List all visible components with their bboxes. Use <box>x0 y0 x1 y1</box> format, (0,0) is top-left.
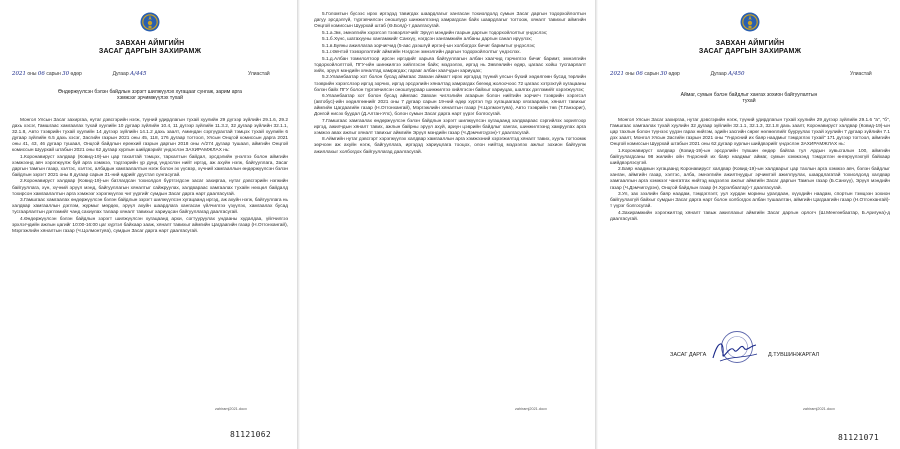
date-day-label: өдөр <box>668 71 680 77</box>
date-year: 2021 <box>12 71 26 77</box>
paragraph: 5.2.Улаанбаатар хот болон бусад аймгаас Завхан аймагт ирэх иргэдэд түүний улсын бүхий хөдөлгөөн бусад төрлийн тээврийн хэрэгслээр иргэд зорчих, иргэд эрсдэлийн хяналтад хамрагдах бөгөөд жолоочоос 72 цагаас хэтрэхгүй хугацааны бэлэн байх ПГУ болон түргэвчилсэн оношлуураар шинжилгээ хийлгэсэн байхыг хариуцах, шалгах дэглэмийг хэрэгжүүлэх; <box>314 75 586 93</box>
paragraph: 5.1.б.Хүнс, шатахууны хангамжийг Санхүү, нэгдсэн хангамжийн албаны даргын санал ирүүлэх; <box>322 37 533 43</box>
paragraph: 2.Коронавируст халдвар (Ковид-19)-ын батлагдсан тохиолдол бүртгэгдсэн засаг захиргаа, нутаг дэвсгэрийн нэгжийн байгууллага, хүн, хүчний эрүүл мэнд, байгууллагын хяналтыг сайжруулах, халдвараас хамгаалах тухайн нөхцөл байдалд тохирсон хамгаалалтын арга хэмжээг хэрэгжүүлэх чиг үүргийг сумдын Засаг дарга нарт даалгасугай. <box>12 179 288 197</box>
paragraph: 5.1.г.Өвчтэй тээвэрлэлтийг аймгийн Нэгдсэн эмнэлгийн даргын тодорхойлолтыг үндэслэх. <box>322 50 521 56</box>
signatory-name: Д.ТУВШИНЖАРГАЛ <box>768 352 820 358</box>
paragraph: 6.Улаанбаатар хот болон бусад аймгаас Завхан чиглэлийн агаарын болон нийтийн зорчигч тээврийн хэрэгсэл (автобус)-ийн хөдөлгөөнийг 2021 оны 7 дугаар сарын 19-ний өдөр хүртэл түр хугацаагаар хязгаарлаж, хяналт тавихыг аймгийн Цагдаагийн газар (Н.Отгонхангай), Мэргэжлийн хяналтын газар (Ч.Цолмонтуяа), Авто тээврийн төв (Т.Ганзориг), Донгой нисэх буудал (Д.Алтан-Улс), болон сумын Засаг дарга нарт үүрэг болгосугай. <box>314 94 586 118</box>
org-title-line1: ЗАВХАН АЙМГИЙН <box>115 40 185 47</box>
date-year-label: оны <box>625 71 635 77</box>
date-month: 06 <box>635 71 643 77</box>
place-name: Улиастай <box>850 71 872 77</box>
paragraph: 5.1.д.Албан томилолтоор ирсэн иргэдийг харьяа байгууллагын албан хаагчид гэрчилгээ бичиг баримт, эмнэлгийн тодорхойлолттой, ПГУ-ийн шинжилгээ хийлгэсэн байх; мэдээлэх, иргэд нь Зөвлөлийн өдөр, цагаас хойш тусгаарлалт хийх, эрүүл мэндийн хяналтад хамрагдах; гарааг албан хаагчдын хариуцах; <box>314 56 586 74</box>
paragraph: 7.Гамшгаас хамгаалах өндөржүүлсэн бэлэн байдлын зэрэгт шилжүүлсэн хугацаанд халдвараас сэргийлэх зорилгоор иргэд, ажилчдын хяналт тавих, ажлын байрны эрүүл ахуй, ариун цэврийн байдлыг хангах, шинжилгээнд хамруулах арга хэмжээ авах ажлыг хяналт тавихыг аймгийн Эрүүл мэндийн газар (Ч.Дэмчигсүрэн)-т даалгасугай. <box>314 118 586 136</box>
decree-subject: Аймаг, сумын бэлэн байдлыг хангах зохион байгуулалтын тухай <box>680 92 818 105</box>
state-emblem-icon <box>140 12 160 32</box>
date-day: 30 <box>660 71 668 77</box>
date-month-label: сарын <box>46 71 61 77</box>
doc-number: 81121062 <box>230 430 271 439</box>
paragraph: Монгол Улсын Засаг захиргаа, нутаг дэвсгэрийн нэгж, түүний удирдлагын тухай хуулийн 29 дүгээр зүйлийн 29.1.6, 29.2 дахь хэсэг, Гамшгаас хамгаалах тухай хуулийн 10 дугаар зүйлийн 10.4, 11 дүгээр зүйлийн 11.3.2, 32 дугаар зүйлийн 32.1.1, 32.1.8, Авто тээврийн тухай хуулийн 14 дүгээр зүйлийн 14.1.2 дахь заалт, Аминдан сэргүүрахтай тэмцэх тухай хуулийн 6 дугаар зүйлийн 6.5 дахь хэсэг, Засгийн газрын 2021 оны 45, 118, 176 дугаар тогтоол, Улсын Онцгой комиссын дарга 2021 оны 41, 43, 46 дугаар тушаал, Онцгой байдлын ерөнхий газрын даргын 2018 оны А/274 дугаар тушаал, аймгийн Онцгой комиссын Шуурхай штабын 2021 оны 62 дугаар хурлын шийдвэрийг үндэслэн ЗАХИРАМЖЛАХ нь: <box>12 118 288 154</box>
paragraph: Монгол Улсын Засаг захиргаа, нутаг дэвсгэрийн нэгж, түүний удирдлагын тухай хуулийн 29 дүгээр зүйлийн 29.1.6 "а", "б", Гамшгаас хамгаалах тухай хуулийн 32 дугаар зүйлийн 32.1.1, 32.1.3, 32.1.8 дахь заалт, Коронавируст халдвар (Ковид-19)-ын цар тахлын болон түүнээс үүдэн гарах нийгэм, эдийн засгийн сөрөг нөлөөллийг бууруулах тухай хуулийн 7 дугаар зүйлийн 7.1 дэх заалт, Монгол Улсын Засгийн газрын 2021 оны "Үндэсний их баяр наадмыг тэмдэглэх тухай" 171 дүгээр тогтоол, аймгийн Онцгой комиссын Шуурхай штабын 2021 оны 62 дугаар хурлын шийдвэрийг үндэслэн ЗАХИРАМЖЛАХ нь: <box>610 118 890 148</box>
date-month: 06 <box>37 71 45 77</box>
doc-number: 81121071 <box>838 433 879 442</box>
signature-icon <box>710 336 760 366</box>
org-title-line1: ЗАВХАН АЙМГИЙН <box>715 40 785 47</box>
date-day-label: өдөр <box>70 71 82 77</box>
decree-body <box>610 118 890 223</box>
state-emblem-icon <box>740 12 760 32</box>
signature-title: ЗАСАГ ДАРГА <box>670 352 707 358</box>
paragraph: 1.Коронавируст халдвар (Ковид-19)-ын цар тахалтай тэмцэх, тархалтын байдал, эрсдэлийн үнэлгээ болон аймгийн хэмжээнд авч хэрэгжүүлж буй арга хэмжээ, тэдгээрийн үр дүнд үндэслэн нийт иргэд, аж ахуйн нэгж, байгууллага, Засаг даргын тамгын газар, хэлтэс, хэлтэс, албадын хамгаалалтын нэгж болон эх үүсвэр, хүчний хамгааллын өндөржүүлсэн бэлэн байдлын зэрэгт 2021 оны 8 дугаар сарын 31-ний өдрийг дуустал сунгасугай. <box>12 154 288 178</box>
org-header <box>95 40 205 56</box>
date-line <box>12 71 147 77</box>
page-1 <box>0 0 300 449</box>
file-name: zahiramj2021.docx <box>803 407 835 411</box>
page-3 <box>598 0 900 449</box>
paragraph: 1.Коронавируст халдвар (Ковид-19)-ын эрсдэлийн түвшин өндөр байгаа тул Ардын хувьсгалын 100, аймгийн байгуулагдсаны 98 жилийн ойн Үндэсний их баяр наадмыг аймаг, сумын хэмжээнд тэмдэглэн өнгөрүүлэхгүй байхаар шийдвэрлэсүгэй. <box>610 148 890 166</box>
number-prefix: Дугаар <box>112 71 129 77</box>
decree-body <box>12 118 288 235</box>
place-name: Улиастай <box>248 71 270 77</box>
org-title-line2: ЗАСАГ ДАРГЫН ЗАХИРАМЖ <box>98 48 202 55</box>
date-line <box>610 71 745 77</box>
paragraph: 5.1.в.Буяны ажиллагаа зорчигчид (5-аас дээшгүй иргэн)-ын холбогдох бичиг баримтыг үндэслэх; <box>322 43 536 49</box>
decree-number: А/445 <box>130 71 147 77</box>
org-title-line2: ЗАСАГ ДАРГЫН ЗАХИРАМЖ <box>698 48 802 55</box>
file-name: zahiramj2021.docx <box>215 407 247 411</box>
paragraph: 8.Аймгийн нутаг дэвсгэрт хэрэгжүүлэх халдвар хамгааллын арга хэмжээний хэрэгжилтэд хяналт тавих, хууль тогтоомж зөрчсөн аж ахуйн нэгж, байгууллага, иргэдэд хариуцлага тооцох, олон нийтэд мэдээлэх ажлыг зохион байгуулж ажиллахыг холбогдох байгууллагад даалгасугай. <box>314 137 586 155</box>
paragraph: 2.Баяр наадмын хугацаанд Коронавируст халдвар (Ковид-19)-ын халдварыг цар тахлын арга хэмжээ авч, бэлэн байдлыг ханган, аймгийн газар, хэлтэс, алба, эмнэлгийн ажилтнуудыг эрчимтэй ажиллуулах, шаардлагатай тохиолдолд халдвар хамгааллын арга хэмжээг чангатгах нийтэд мэдээлэх ажлыг аймгийн Засаг даргын Тамгын газар (Б.Санхүү), Эрүүл мэндийн газар (Ч.Дэмчигсүрэн), Онцгой байдлын газар (Н.Хурэлбаатар)-т даалгасугай. <box>610 167 890 191</box>
paragraph: 5.1.а.Эм, эмнэлгийн хэрэгсэл тээвэрлэгчийг Эрүүл мэндийн газрын даргын тодорхойлолтыг үндэслэх; <box>322 30 548 36</box>
date-year: 2021 <box>610 71 624 77</box>
decree-body-continued <box>314 12 586 156</box>
page-2 <box>300 0 598 449</box>
org-header <box>695 40 805 56</box>
date-year-label: оны <box>27 71 37 77</box>
paragraph: 3.Гамшгаас хамгаалах өндөржүүлсэн бэлэн байдлын зэрэгт шилжүүлсэн хугацаанд иргэд, аж ахуйн нэгж, байгууллага нь халдвар хамгааллын дэглэм, журмыг мөрдөх, эрүүл ахуйн шаардлага хангасан үйлчилгээ үзүүлэх, хамгаалах бусад тусгаарлалтын дэглэмийг чанд сахиулах талаар хяналт тавихыг хариуцсан байгууллагад даалгасугай. <box>12 198 288 216</box>
decree-number: А/450 <box>728 71 745 77</box>
paragraph: 4.Өндөржүүлсэн бэлэн байдлын зэрэгт шилжүүлсэн хугацаанд архи, согтууруулах ундааны худалдаа, үйлчилгээ эрхлэгчдийн ажлын цагийг 10:00-16:00 цаг хүртэл байхаар зааж, хяналт тавихыг аймгийн Цагдаагийн газар (Н.Отгонхангай), Мэргэжлийн хяналтын газар (Ч.Цолмонтуяа), сумдын Засаг дарга нарт даалгасугай. <box>12 216 288 234</box>
paragraph: 3.Ул, зах зээлийн баяр наадам, тэмдэглэлт, уул хурдан морины уралдаан, хүүхдийн наадам, спортын тэмцээн зохион байгуулахгүй байхыг сумдын Засаг дарга нарт болон холбогдох албан тушаалтан, аймгийн Цагдаагийн газар (Н.Отгонхангай)-т үүрэг болгосугай. <box>610 192 890 210</box>
date-day: 30 <box>62 71 70 77</box>
paragraph: 4.Захирамжийн хэрэгжилтэд хяналт тавьж ажиллахыг аймгийн Засаг даргын орлогч (Ш.Менгөнбаатар, Б.Аригуна)-д даалгасугай. <box>610 210 890 222</box>
date-month-label: сарын <box>644 71 659 77</box>
decree-subject: Өндөржүүлсэн бэлэн байдлын зэрэгт шилжүүлэх хугацааг сунгаж, зарим арга хэмжээг эрчимжүүлэх тухай <box>58 89 242 102</box>
number-prefix: Дугаар <box>710 71 727 77</box>
file-name: zahiramj2021.docx <box>515 407 547 411</box>
paragraph: 5.Голомтын бүсээс ирэх иргэдэд тавигдах шаардлагыг хангасан тохиолдолд сумын Засаг даргын тодорхойлолтын дагуу эрсдэлгүй, түргэвчилсэн оношлуур шинжилгээнд хамрагдсан байх шаардлагыг тогтоож, хяналт тавихыг аймгийн Онцгой комиссын Шуурхай штаб (Ө.Болд)-т даалгасугай. <box>314 12 586 30</box>
